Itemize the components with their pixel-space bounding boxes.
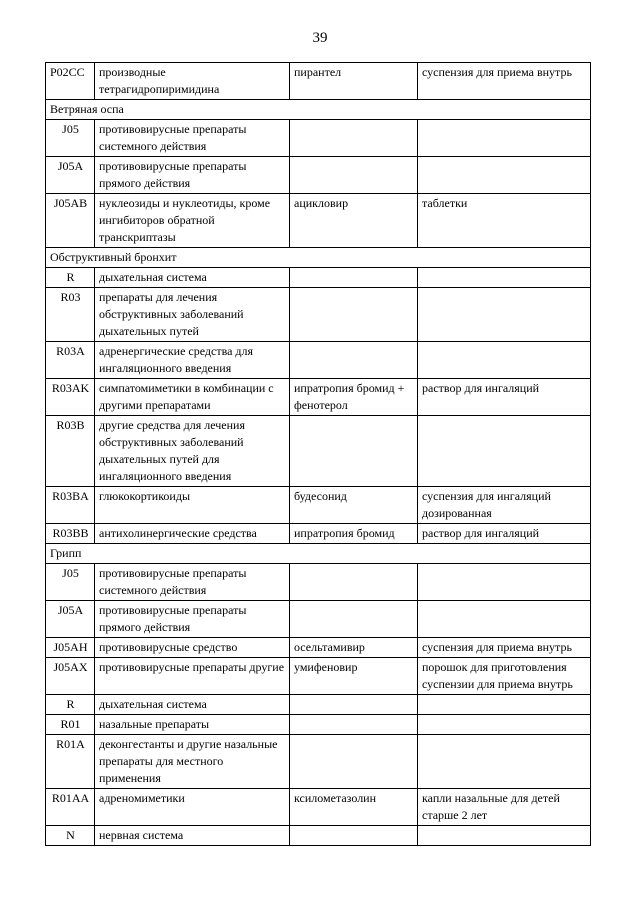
atc-code-cell: R [46, 695, 95, 715]
table-row [46, 715, 591, 735]
drug-name-cell: ксилометазолин [290, 789, 418, 826]
table-row [46, 826, 591, 846]
drug-name-cell: ипратропия бромид [290, 524, 418, 544]
dosage-form-cell: порошок для приготовления суспензии для приема внутрь [418, 658, 591, 695]
atc-code-cell: R03A [46, 342, 95, 379]
drug-name-cell [290, 288, 418, 342]
dosage-form-cell [418, 564, 591, 601]
table-row [46, 638, 591, 658]
drug-name-cell: умифеновир [290, 658, 418, 695]
group-description-cell: противовирусные препараты системного действия [95, 120, 290, 157]
drug-name-cell: ацикловир [290, 194, 418, 248]
dosage-form-cell: таблетки [418, 194, 591, 248]
atc-code-cell: R03B [46, 416, 95, 487]
group-description-cell: адренергические средства для ингаляционного введения [95, 342, 290, 379]
dosage-form-cell [418, 826, 591, 846]
drug-name-cell [290, 342, 418, 379]
atc-code-cell: R03BA [46, 487, 95, 524]
table-row [46, 268, 591, 288]
group-description-cell: противовирусные препараты прямого действия [95, 157, 290, 194]
group-description-cell: противовирусные препараты другие [95, 658, 290, 695]
dosage-form-cell: суспензия для приема внутрь [418, 638, 591, 658]
section-row [46, 100, 591, 120]
table-row [46, 524, 591, 544]
atc-code-cell: J05AB [46, 194, 95, 248]
dosage-form-cell: раствор для ингаляций [418, 379, 591, 416]
section-row [46, 544, 591, 564]
drug-name-cell [290, 735, 418, 789]
table-row [46, 120, 591, 157]
group-description-cell: назальные препараты [95, 715, 290, 735]
drug-name-cell: пирантел [290, 63, 418, 100]
dosage-form-cell: суспензия для приема внутрь [418, 63, 591, 100]
drug-name-cell [290, 695, 418, 715]
table-row [46, 288, 591, 342]
table-row [46, 379, 591, 416]
section-title: Ветряная оспа [46, 100, 591, 120]
dosage-form-cell [418, 601, 591, 638]
dosage-form-cell [418, 416, 591, 487]
group-description-cell: антихолинергические средства [95, 524, 290, 544]
dosage-form-cell [418, 735, 591, 789]
dosage-form-cell [418, 695, 591, 715]
group-description-cell: производные тетрагидропиримидина [95, 63, 290, 100]
dosage-form-cell: капли назальные для детей старше 2 лет [418, 789, 591, 826]
atc-code-cell: J05A [46, 157, 95, 194]
atc-code-cell: J05AX [46, 658, 95, 695]
drug-table [45, 62, 591, 846]
table-row [46, 735, 591, 789]
atc-code-cell: J05 [46, 120, 95, 157]
group-description-cell: нуклеозиды и нуклеотиды, кроме ингибиторов обратной транскриптазы [95, 194, 290, 248]
table-row [46, 658, 591, 695]
section-row [46, 248, 591, 268]
atc-code-cell: R03BB [46, 524, 95, 544]
atc-code-cell: N [46, 826, 95, 846]
table-row [46, 789, 591, 826]
table-row [46, 695, 591, 715]
group-description-cell: противовирусные препараты системного действия [95, 564, 290, 601]
table-row [46, 194, 591, 248]
group-description-cell: дыхательная система [95, 695, 290, 715]
atc-code-cell: J05 [46, 564, 95, 601]
atc-code-cell: R [46, 268, 95, 288]
drug-name-cell [290, 715, 418, 735]
atc-code-cell: R03 [46, 288, 95, 342]
dosage-form-cell [418, 342, 591, 379]
drug-name-cell [290, 564, 418, 601]
drug-name-cell [290, 120, 418, 157]
table-row [46, 63, 591, 100]
atc-code-cell: P02CC [46, 63, 95, 100]
dosage-form-cell: раствор для ингаляций [418, 524, 591, 544]
group-description-cell: препараты для лечения обструктивных заболеваний дыхательных путей [95, 288, 290, 342]
group-description-cell: противовирусные препараты прямого действия [95, 601, 290, 638]
dosage-form-cell [418, 157, 591, 194]
atc-code-cell: R01AA [46, 789, 95, 826]
page-number: 39 [312, 30, 328, 46]
group-description-cell: деконгестанты и другие назальные препараты для местного применения [95, 735, 290, 789]
atc-code-cell: R01 [46, 715, 95, 735]
drug-name-cell [290, 157, 418, 194]
group-description-cell: глюкокортикоиды [95, 487, 290, 524]
group-description-cell: противовирусные средство [95, 638, 290, 658]
dosage-form-cell: суспензия для ингаляций дозированная [418, 487, 591, 524]
dosage-form-cell [418, 288, 591, 342]
group-description-cell: другие средства для лечения обструктивных заболеваний дыхательных путей для ингаляционного введения [95, 416, 290, 487]
drug-name-cell: осельтамивир [290, 638, 418, 658]
table-row [46, 157, 591, 194]
drug-name-cell: будесонид [290, 487, 418, 524]
dosage-form-cell [418, 268, 591, 288]
atc-code-cell: R03AK [46, 379, 95, 416]
group-description-cell: дыхательная система [95, 268, 290, 288]
drug-name-cell [290, 416, 418, 487]
group-description-cell: нервная система [95, 826, 290, 846]
drug-name-cell: ипратропия бромид + фенотерол [290, 379, 418, 416]
dosage-form-cell [418, 120, 591, 157]
section-title: Грипп [46, 544, 591, 564]
atc-code-cell: J05AH [46, 638, 95, 658]
atc-code-cell: R01A [46, 735, 95, 789]
group-description-cell: адреномиметики [95, 789, 290, 826]
table-row [46, 487, 591, 524]
drug-table-body [46, 63, 591, 846]
drug-name-cell [290, 268, 418, 288]
table-row [46, 416, 591, 487]
section-title: Обструктивный бронхит [46, 248, 591, 268]
table-row [46, 601, 591, 638]
drug-name-cell [290, 601, 418, 638]
dosage-form-cell [418, 715, 591, 735]
drug-name-cell [290, 826, 418, 846]
group-description-cell: симпатомиметики в комбинации с другими препаратами [95, 379, 290, 416]
atc-code-cell: J05A [46, 601, 95, 638]
table-row [46, 564, 591, 601]
table-row [46, 342, 591, 379]
